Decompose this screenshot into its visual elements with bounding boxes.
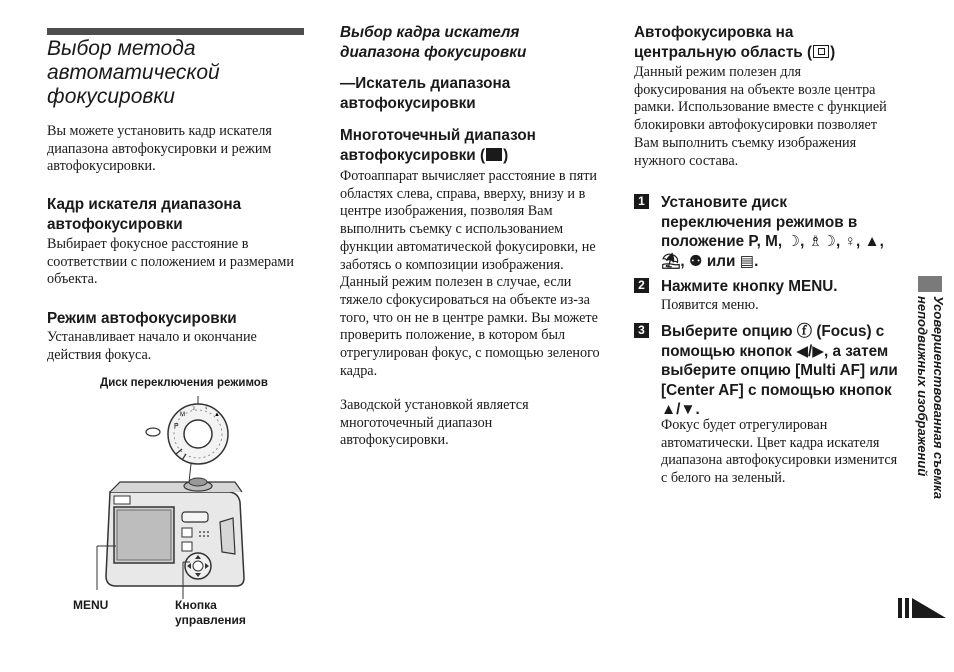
section-heading-af-frame: Кадр искателя диапазона автофокусировки (47, 196, 242, 233)
step-number: 1 (634, 194, 649, 209)
multi-af-icon (486, 148, 502, 161)
section-text-af-mode: Устанавливает начало и окончание действия фокуса. (47, 329, 257, 363)
next-page-arrow-icon[interactable] (898, 598, 946, 620)
diagram-caption: Диск переключения режимов (100, 377, 268, 389)
center-af-icon (813, 45, 829, 58)
svg-text:P: P (174, 423, 179, 430)
intro-text: Вы можете установить кадр искателя диапазона автофокусировки и режим автофокусировки. (47, 123, 272, 175)
camera-body-icon (106, 478, 244, 586)
step-text: Выберите опцию ⓕ (Focus) с помощью кнопок ◀/▶, а затем выберите опцию [Multi AF] или [Center AF] с помощью кнопок ▲/▼. (661, 323, 898, 418)
italic-heading: Выбор кадра искателя диапазона фокусировки (340, 24, 527, 61)
multi-af-text: Фотоаппарат вычисляет расстояние в пяти областях слева, справа, вверху, внизу и в центре изображения, позволяя Вам выполнить съемку с использованием функции автоматической фокусировки, не заботясь о композиции изображения. Данный режим полезен в случае, если тяжело сфокусироваться на объекте из-за того, что он не в центре рамки. Вы можете проверить положение, в котором был отрегулирован фокус, с помощью зеленого кадра. (340, 168, 600, 379)
multi-af-heading-text: Многоточечный диапазон автофокусировки ( (340, 127, 536, 164)
center-af-text: Данный режим полезен для фокусирования на объекте возле центра рамки. Использование вместе с функцией блокировки автофокусировки позволяет Вам выполнить съемку изображения нужного состава. (634, 64, 887, 169)
camera-diagram (70, 394, 310, 614)
step-number: 2 (634, 278, 649, 293)
section-tab (918, 276, 942, 292)
mode-dial-icon (168, 404, 228, 464)
svg-text:M: M (180, 412, 185, 418)
step-subtext: Появится меню. (661, 297, 759, 313)
center-af-heading-end: ) (830, 43, 836, 61)
menu-label: MENU (73, 598, 109, 612)
default-setting-text: Заводской установкой является многоточечный диапазон автофокусировки. (340, 397, 529, 449)
svg-text:♀: ♀ (204, 406, 209, 412)
center-af-heading (634, 23, 896, 62)
svg-text:☽: ☽ (190, 406, 196, 412)
step-text: Нажмите кнопку MENU. (661, 278, 838, 295)
multi-af-heading-end: ) (503, 146, 509, 164)
page-title: Выбор метода автоматической фокусировки (47, 37, 220, 108)
multi-af-heading (340, 126, 602, 165)
svg-text:▲: ▲ (214, 412, 220, 418)
section-side-label (914, 296, 946, 536)
section-text-af-frame: Выбирает фокусное расстояние в соответствии с положением и размерами объекта. (47, 236, 294, 288)
title-rule (47, 28, 304, 35)
step-text: Установите диск переключения режимов в положение P, M, ☽, ♗☽, ♀, ▲, ⛱, ⚉ или ▤. (661, 194, 884, 270)
dash-heading: —Искатель диапазона автофокусировки (340, 75, 511, 112)
step-subtext: Фокус будет отрегулирован автоматически. Цвет кадра искателя диапазона автофокусировки изменится с белого на зеленый. (661, 417, 898, 487)
center-af-heading-text: Автофокусировка на центральную область ( (634, 24, 813, 61)
section-side-label-text: Усовершенствованная съемка неподвижных изображений (915, 296, 946, 499)
section-heading-af-mode: Режим автофокусировки (47, 310, 237, 327)
control-button-label: Кнопка управления (175, 598, 246, 627)
step-number: 3 (634, 323, 649, 338)
